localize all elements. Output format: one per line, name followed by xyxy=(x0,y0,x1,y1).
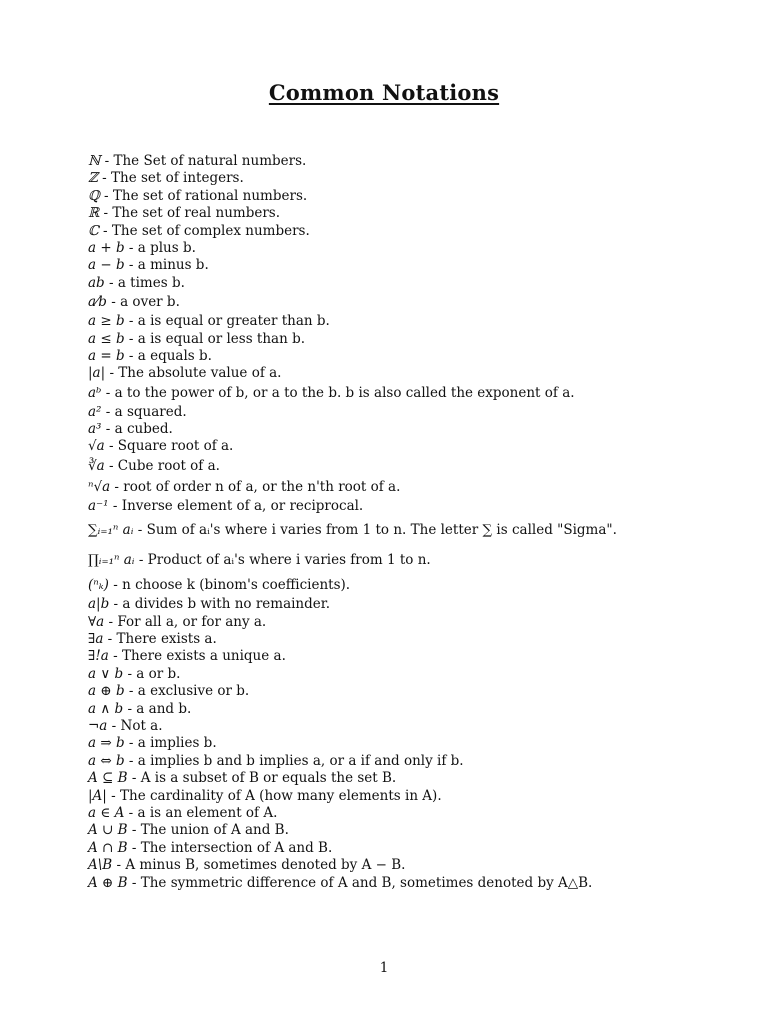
notation-symbol: ∀a xyxy=(88,613,105,630)
notation-entry xyxy=(88,223,738,240)
notation-description: - a is equal or greater than b. xyxy=(124,313,330,330)
notation-description: - Product of aᵢ's where i varies from 1 to n. xyxy=(134,552,431,569)
notation-entry xyxy=(88,596,738,613)
page-number: 1 xyxy=(379,960,389,976)
notation-entry xyxy=(88,313,738,330)
notation-symbol: ⁿ√a xyxy=(88,478,111,495)
notation-entry xyxy=(88,498,738,515)
notation-symbol: a|b xyxy=(88,596,110,613)
notation-description: - a divides b with no remainder. xyxy=(109,596,331,613)
notation-symbol: ∏ᵢ₌₁ⁿ aᵢ xyxy=(88,552,135,569)
notation-symbol: ∃a xyxy=(88,631,104,648)
notation-entry xyxy=(88,683,738,700)
notation-entry xyxy=(88,153,738,170)
notation-symbol: a⁄b xyxy=(88,294,107,311)
notation-symbol: a ∈ A xyxy=(88,804,125,821)
notation-entry xyxy=(88,257,738,274)
notation-symbol: a³ xyxy=(88,421,102,438)
notation-symbol: ¬a xyxy=(88,717,108,734)
notation-symbol: ℝ xyxy=(88,205,100,222)
notation-description: - Sum of aᵢ's where i varies from 1 to n. The letter ∑ is called "Sigma". xyxy=(133,522,617,539)
notation-entry xyxy=(88,840,738,857)
notation-symbol: a ⇔ b xyxy=(88,752,125,769)
notation-entry xyxy=(88,383,738,404)
notation-entry xyxy=(88,275,738,292)
notation-description: - Not a. xyxy=(107,717,163,734)
notation-entry xyxy=(88,857,738,874)
notation-entry xyxy=(88,348,738,365)
notation-description: - There exists a. xyxy=(103,631,217,648)
notation-description: - a minus b. xyxy=(124,257,209,274)
notation-description: - a over b. xyxy=(106,294,180,311)
notation-entry xyxy=(88,770,738,787)
notation-description: - a squared. xyxy=(101,403,187,420)
notation-symbol: A ∩ B xyxy=(88,839,128,856)
notation-entry xyxy=(88,331,738,348)
notation-symbol: ℤ xyxy=(88,170,98,187)
notation-entry xyxy=(88,170,738,187)
notation-entry xyxy=(88,188,738,205)
notation-entry xyxy=(88,666,738,683)
notation-description: - a cubed. xyxy=(101,421,173,438)
notation-description: - The set of rational numbers. xyxy=(99,187,308,204)
notation-description: - a is equal or less than b. xyxy=(124,330,306,347)
notation-description: - a times b. xyxy=(104,274,185,291)
notation-description: - The Set of natural numbers. xyxy=(100,153,307,169)
notation-entry xyxy=(88,404,738,421)
notation-entry xyxy=(88,205,738,222)
notation-description: - Inverse element of a, or reciprocal. xyxy=(108,497,364,514)
notation-symbol: A\B xyxy=(88,857,113,874)
notation-entry xyxy=(88,735,738,752)
notation-entry xyxy=(88,805,738,822)
notation-entry xyxy=(88,614,738,631)
notation-description: - The absolute value of a. xyxy=(105,365,282,382)
notation-symbol: a² xyxy=(88,403,102,420)
notation-symbol: ℂ xyxy=(88,222,99,239)
notation-symbol: A ∪ B xyxy=(88,822,128,839)
notation-description: - root of order n of a, or the n'th root of a. xyxy=(110,478,401,495)
notation-description: - a exclusive or b. xyxy=(124,683,250,700)
notation-entry xyxy=(88,875,738,892)
notation-entry xyxy=(88,365,738,382)
notation-description: - Cube root of a. xyxy=(104,457,220,474)
notation-symbol: ∃!a xyxy=(88,648,109,665)
notation-description: - a plus b. xyxy=(124,239,196,256)
notation-entry xyxy=(88,515,738,545)
notation-entry xyxy=(88,753,738,770)
notation-description: - The cardinality of A (how many elements in A). xyxy=(106,787,442,804)
notation-description: - a implies b and b implies a, or a if and only if b. xyxy=(124,752,464,769)
notation-entry xyxy=(88,788,738,805)
notation-description: - A minus B, sometimes denoted by A − B. xyxy=(112,857,406,874)
notation-entry xyxy=(88,421,738,438)
notation-symbol: A ⊆ B xyxy=(88,770,128,787)
notation-description: - The set of real numbers. xyxy=(99,205,281,222)
notation-symbol: a − b xyxy=(88,257,125,274)
notation-symbol: a ∧ b xyxy=(88,700,124,717)
notation-entry xyxy=(88,438,738,455)
notation-symbol: ℕ xyxy=(88,153,101,169)
notation-symbol: a ≤ b xyxy=(88,330,125,347)
notation-symbol: a + b xyxy=(88,239,125,256)
notation-description: - The intersection of A and B. xyxy=(127,839,333,856)
notation-symbol: ab xyxy=(88,274,105,291)
notation-description: - A is a subset of B or equals the set B. xyxy=(127,770,397,787)
notation-symbol: ∑ᵢ₌₁ⁿ aᵢ xyxy=(88,522,134,539)
notation-symbol: ∛a xyxy=(88,457,105,474)
notation-entry xyxy=(88,240,738,257)
notation-symbol: a ≥ b xyxy=(88,313,125,330)
notation-symbol: a = b xyxy=(88,347,125,364)
notation-description: - The set of integers. xyxy=(97,170,244,187)
notation-entry xyxy=(88,648,738,665)
notation-description: - a implies b. xyxy=(124,735,217,752)
notation-symbol: a ⊕ b xyxy=(88,683,125,700)
notation-entry xyxy=(88,292,738,313)
notation-entry xyxy=(88,456,738,477)
notation-description: - a and b. xyxy=(123,700,192,717)
notation-description: - a equals b. xyxy=(124,347,212,364)
notation-description: - The union of A and B. xyxy=(127,822,289,839)
notation-symbol: A ⊕ B xyxy=(88,874,128,891)
notation-list xyxy=(88,153,738,892)
notation-entry xyxy=(88,631,738,648)
notation-symbol: |a| xyxy=(88,365,106,382)
notation-description: - The set of complex numbers. xyxy=(98,222,310,239)
notation-symbol: ℚ xyxy=(88,187,100,204)
notation-symbol: |A| xyxy=(88,787,107,804)
notation-description: - There exists a unique a. xyxy=(108,648,286,665)
notation-symbol: a⁻¹ xyxy=(88,497,109,514)
notation-description: - a is an element of A. xyxy=(124,804,278,821)
notation-entry xyxy=(88,575,738,596)
notation-symbol: a ∨ b xyxy=(88,665,124,682)
notation-description: - a or b. xyxy=(123,665,181,682)
notation-description: - a to the power of b, or a to the b. b is also called the exponent of a. xyxy=(101,384,575,401)
notation-symbol: √a xyxy=(88,438,105,455)
notation-entry xyxy=(88,477,738,498)
notation-entry xyxy=(88,701,738,718)
notation-description: - n choose k (binom's coefficients). xyxy=(108,577,351,594)
notation-entry xyxy=(88,822,738,839)
notation-entry xyxy=(88,545,738,575)
notation-description: - The symmetric difference of A and B, sometimes denoted by A△B. xyxy=(127,874,593,891)
notation-symbol: a ⇒ b xyxy=(88,735,125,752)
notation-description: - For all a, or for any a. xyxy=(104,613,267,630)
notation-symbol: aᵇ xyxy=(88,384,102,401)
notation-symbol: (ⁿₖ) xyxy=(88,577,109,594)
page-title: Common Notations xyxy=(268,80,500,105)
notation-entry xyxy=(88,718,738,735)
notation-description: - Square root of a. xyxy=(104,438,234,455)
